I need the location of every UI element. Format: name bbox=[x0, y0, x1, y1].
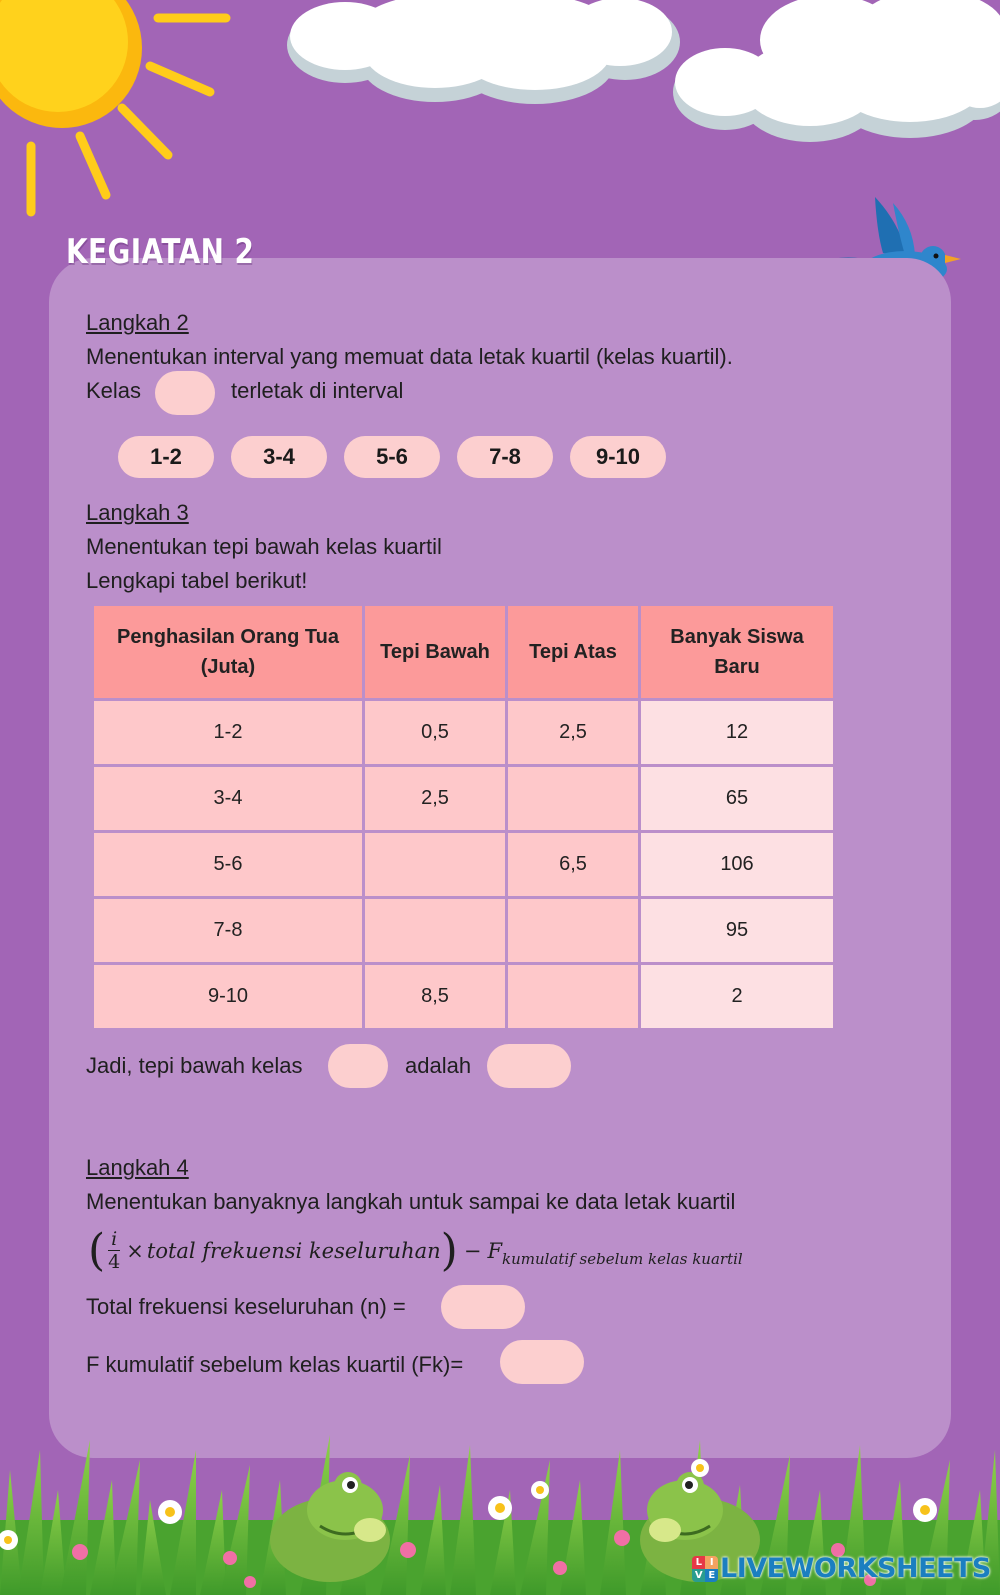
fk-label: F kumulatif sebelum kelas kuartil (Fk)= bbox=[86, 1352, 464, 1377]
fk-answer-blank[interactable] bbox=[500, 1340, 584, 1384]
step3-instruction: Lengkapi tabel berikut! bbox=[86, 568, 308, 593]
interval-label: terletak di interval bbox=[231, 378, 404, 403]
formula-denominator: 4 bbox=[108, 1251, 121, 1273]
kelas-conclusion-blank[interactable] bbox=[328, 1044, 388, 1088]
logo-mark-icon: L I V E bbox=[692, 1556, 718, 1582]
liveworksheets-logo bbox=[692, 1553, 991, 1584]
step3-description: Menentukan tepi bawah kelas kuartil bbox=[86, 534, 442, 559]
cell-tepi-atas-input[interactable] bbox=[508, 767, 638, 830]
cell-frekuensi: 95 bbox=[641, 899, 833, 962]
step4-description: Menentukan banyaknya langkah untuk sampai ke data letak kuartil bbox=[86, 1189, 736, 1214]
cell-tepi-bawah-input[interactable] bbox=[365, 833, 505, 896]
step2-description: Menentukan interval yang memuat data letak kuartil (kelas kuartil). bbox=[86, 344, 733, 369]
kelas-answer-blank[interactable] bbox=[155, 371, 215, 415]
cell-interval: 9-10 bbox=[94, 965, 362, 1028]
cell-frekuensi: 2 bbox=[641, 965, 833, 1028]
option-3-4[interactable]: 3-4 bbox=[231, 436, 327, 478]
adalah-label: adalah bbox=[405, 1053, 472, 1078]
cloud-illustration bbox=[285, 0, 685, 110]
cell-tepi-atas-input[interactable] bbox=[508, 965, 638, 1028]
cloud-illustration bbox=[670, 0, 1000, 150]
table-row bbox=[94, 701, 833, 764]
formula-minus: − bbox=[463, 1238, 482, 1263]
kelas-label: Kelas bbox=[86, 378, 142, 403]
formula-close-paren: ) bbox=[440, 1224, 458, 1276]
tepi-bawah-answer-blank[interactable] bbox=[487, 1044, 571, 1088]
cell-tepi-atas: 2,5 bbox=[508, 701, 638, 764]
table-row bbox=[94, 767, 833, 830]
option-5-6[interactable]: 5-6 bbox=[344, 436, 440, 478]
formula-open-paren: ( bbox=[88, 1224, 106, 1276]
cell-tepi-atas: 6,5 bbox=[508, 833, 638, 896]
frequency-table bbox=[91, 603, 836, 1031]
cell-frekuensi: 65 bbox=[641, 767, 833, 830]
formula-times: × bbox=[126, 1238, 144, 1263]
cell-tepi-bawah-input[interactable] bbox=[365, 899, 505, 962]
step4-heading: Langkah 4 bbox=[86, 1155, 189, 1180]
option-9-10[interactable]: 9-10 bbox=[570, 436, 666, 478]
formula-f: F bbox=[487, 1238, 503, 1263]
table-row bbox=[94, 833, 833, 896]
cell-tepi-bawah: 8,5 bbox=[365, 965, 505, 1028]
header-penghasilan: Penghasilan Orang Tua (Juta) bbox=[94, 606, 362, 698]
cell-frekuensi: 106 bbox=[641, 833, 833, 896]
step3-heading: Langkah 3 bbox=[86, 500, 189, 525]
table-header-row bbox=[94, 606, 833, 698]
step2-heading: Langkah 2 bbox=[86, 310, 189, 335]
option-1-2[interactable]: 1-2 bbox=[118, 436, 214, 478]
header-tepi-atas: Tepi Atas bbox=[508, 606, 638, 698]
table-row bbox=[94, 965, 833, 1028]
header-banyak-siswa: Banyak Siswa Baru bbox=[641, 606, 833, 698]
sun-illustration bbox=[0, 0, 240, 230]
formula-text: total frekuensi keseluruhan bbox=[146, 1238, 441, 1263]
formula-numerator: i bbox=[108, 1228, 120, 1251]
header-tepi-bawah: Tepi Bawah bbox=[365, 606, 505, 698]
page-title: KEGIATAN 2 bbox=[66, 232, 255, 272]
cell-interval: 5-6 bbox=[94, 833, 362, 896]
logo-text: LIVEWORKSHEETS bbox=[720, 1553, 991, 1584]
cell-interval: 3-4 bbox=[94, 767, 362, 830]
total-frequency-blank[interactable] bbox=[441, 1285, 525, 1329]
cell-tepi-bawah: 2,5 bbox=[365, 767, 505, 830]
option-7-8[interactable]: 7-8 bbox=[457, 436, 553, 478]
formula-subscript: kumulatif sebelum kelas kuartil bbox=[502, 1249, 743, 1268]
table-row bbox=[94, 899, 833, 962]
cell-frekuensi: 12 bbox=[641, 701, 833, 764]
quartile-formula bbox=[88, 1224, 743, 1276]
cell-tepi-bawah: 0,5 bbox=[365, 701, 505, 764]
conclusion-label: Jadi, tepi bawah kelas bbox=[86, 1053, 303, 1078]
cell-tepi-atas-input[interactable] bbox=[508, 899, 638, 962]
cell-interval: 1-2 bbox=[94, 701, 362, 764]
formula-fraction bbox=[108, 1228, 120, 1273]
cell-interval: 7-8 bbox=[94, 899, 362, 962]
total-frequency-label: Total frekuensi keseluruhan (n) = bbox=[86, 1294, 406, 1319]
